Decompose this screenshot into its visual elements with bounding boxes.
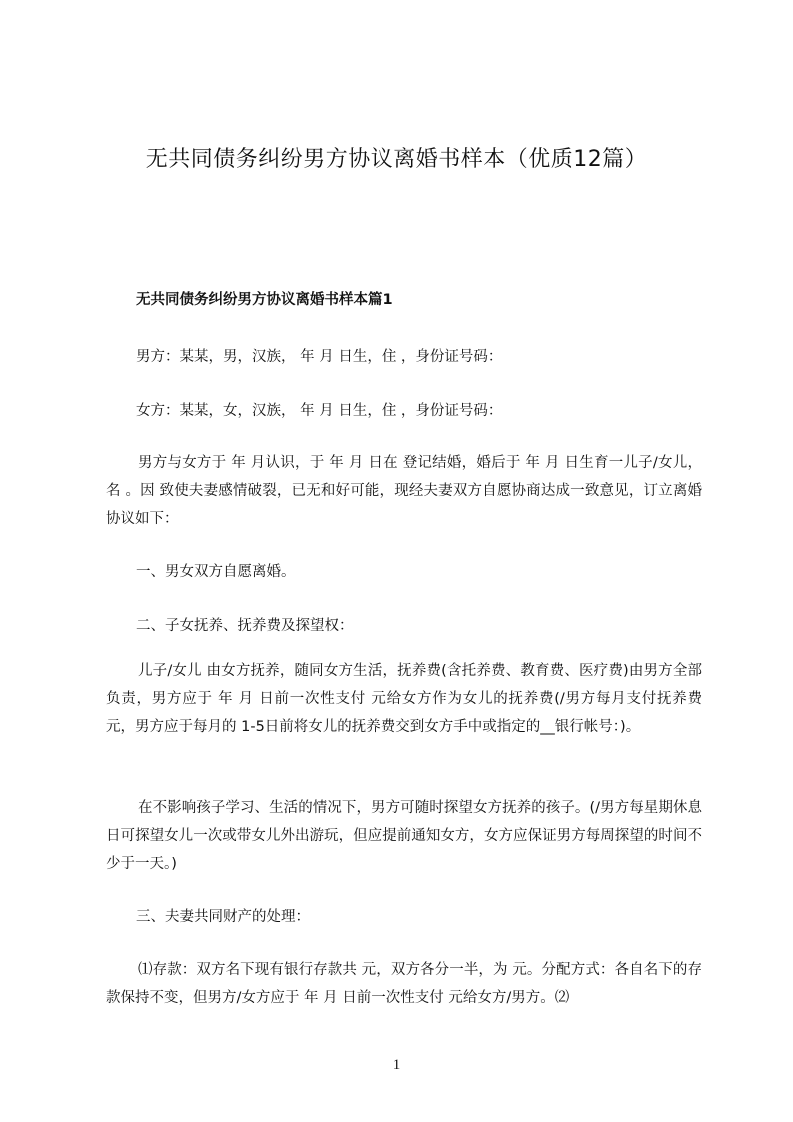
clause-one: 一、男女双方自愿离婚。 (136, 564, 296, 580)
page-number: 1 (392, 1057, 401, 1073)
document-title: 无共同债务纠纷男方协议离婚书样本（优质12篇） (145, 147, 648, 172)
husband-info-line: 男方：某某，男，汉族， 年 月 日生，住 ，身份证号码： (136, 349, 503, 365)
visitation-paragraph: 在不影响孩子学习、生活的情况下，男方可随时探望女方抚养的孩子。(/男方每星期休息日可探望女儿一次或带女儿外出游玩，但应提前通知女方，女方应保证男方每周探望的时间不少于一天。) (106, 800, 702, 872)
custody-paragraph: 儿子/女儿 由女方抚养，随同女方生活，抚养费(含托养费、教育费、医疗费)由男方全部负责，男方应于 年 月 日前一次性支付 元给女方作为女儿的抚养费(/男方每月支付抚养费 元，男方应于每月的 1-5日前将女儿的抚养费交到女方手中或指定的__银行帐号：)。 (106, 663, 702, 735)
savings-paragraph: ⑴存款：双方名下现有银行存款共 元，双方各分一半，为 元。分配方式：各自名下的存款保持不变，但男方/女方应于 年 月 日前一次性支付 元给女方/男方。⑵ (106, 962, 702, 1006)
wife-info-line: 女方：某某，女，汉族， 年 月 日生，住 ，身份证号码： (136, 403, 503, 419)
section-heading: 无共同债务纠纷男方协议离婚书样本篇1 (136, 292, 393, 308)
intro-paragraph: 男方与女方于 年 月认识，于 年 月 日在 登记结婚，婚后于 年 月 日生育一儿子/女儿，名 。因 致使夫妻感情破裂，已无和好可能，现经夫妻双方自愿协商达成一致意见，订立离婚协议如下： (106, 455, 702, 527)
clause-three: 三、夫妻共同财产的处理： (136, 909, 310, 925)
clause-two: 二、子女抚养、抚养费及探望权： (136, 618, 354, 634)
